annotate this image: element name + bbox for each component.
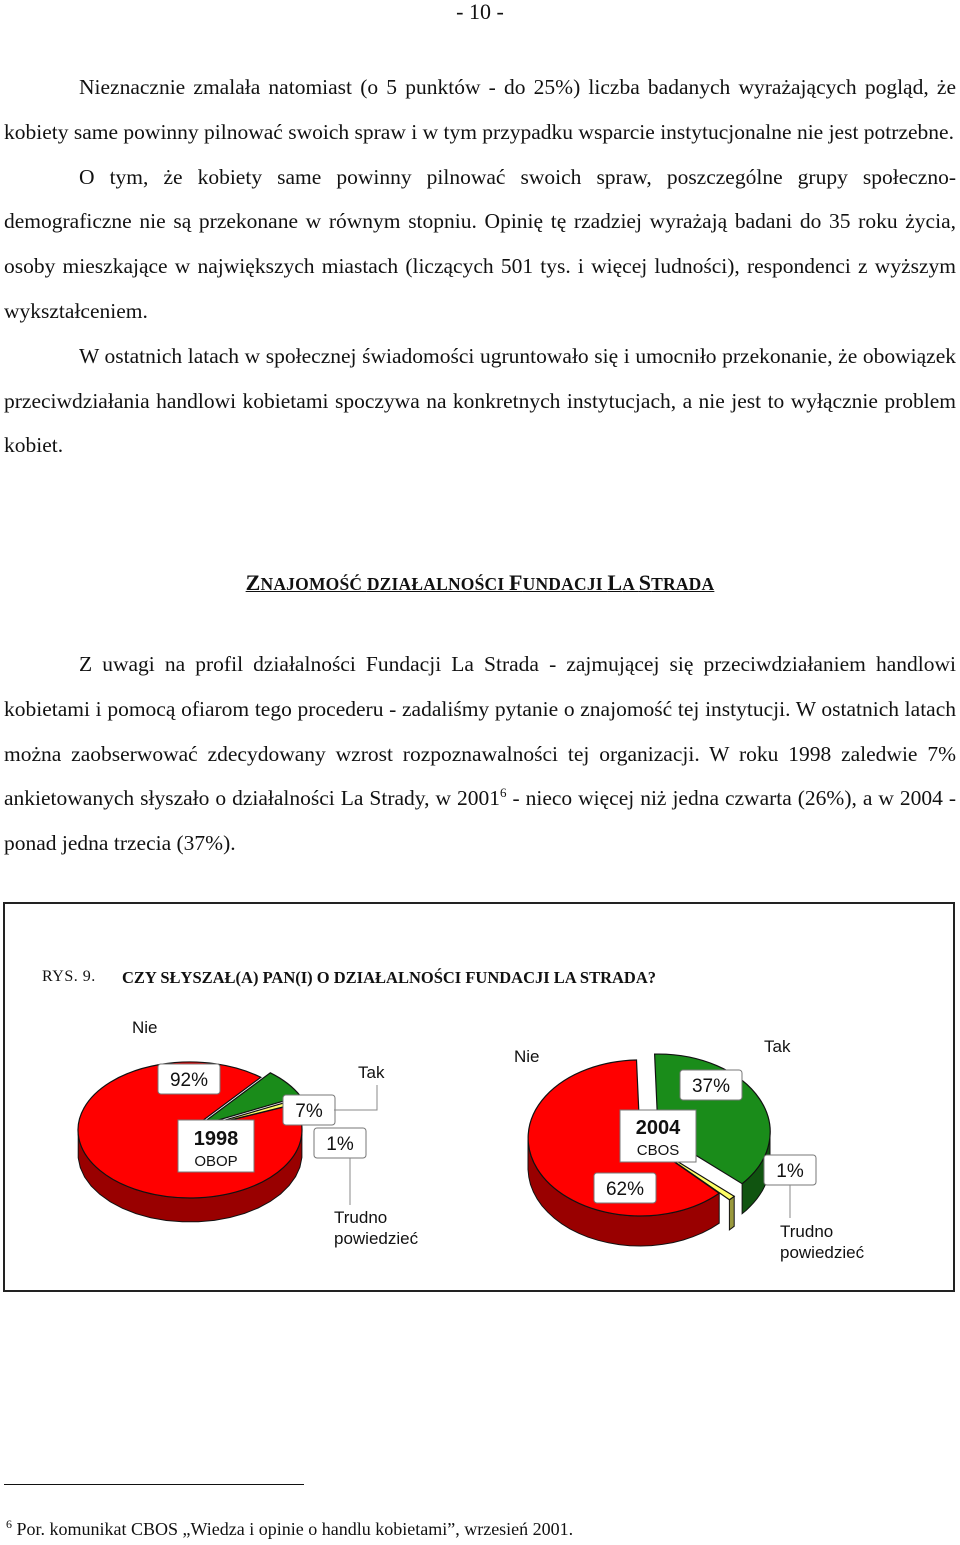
- pie-1998-value-tak: 7%: [295, 1101, 323, 1122]
- pie-1998-year: 1998: [193, 1128, 239, 1150]
- pie-2004-value-trudno: 1%: [776, 1161, 804, 1182]
- heading-part-1: ZNAJOMOŚĆ: [245, 570, 367, 595]
- pie-1998-leader-tak: [334, 1085, 377, 1110]
- pie-1998-label-nie: Nie: [132, 1018, 158, 1037]
- pie-2004-label-tak: Tak: [764, 1037, 791, 1056]
- pie-1998-label-trudno-line2: powiedzieć: [334, 1229, 419, 1248]
- heading-part-4: LA: [607, 570, 639, 595]
- paragraph-la-strada: Z uwagi na profil działalności Fundacji La Strada - zajmującej się przeciwdziałaniem handlowi kobietami i pomocą ofiarom tego procederu - zadaliśmy pytanie o znajomość tej instytucji. W ostatnich latach można zaobserwować zdecydowany wzrost rozpoznawalności tej organizacji. W roku 1998 zaledwie 7% ankietowanych słyszało o działalności La Strady, w 2001$^6$ - nieco więcej niż jedna czwarta (26%), a w 2004 - ponad jedna trzecia (37%).: [4, 652, 957, 856]
- page-number: - 10 -: [456, 0, 504, 24]
- heading-part-3: FUNDACJI: [508, 570, 608, 595]
- heading-part-5: STRADA: [638, 570, 715, 595]
- footnote-rule: [4, 1484, 304, 1485]
- pie-1998-label-tak: Tak: [358, 1063, 385, 1082]
- pie-2004-year: 2004: [635, 1117, 681, 1139]
- pie-2004-label-trudno-line2: powiedzieć: [780, 1243, 865, 1262]
- footnote: $^6$ Por. komunikat CBOS „Wiedza i opinie o handlu kobietami”, wrzesień 2001.: [6, 1517, 574, 1539]
- pie-1998-label-trudno-line1: Trudno: [334, 1208, 388, 1227]
- figure-label: RYS. 9.: [42, 968, 96, 985]
- pie-2004-wall-2: [729, 1196, 734, 1230]
- pie-2004-value-tak: 37%: [691, 1076, 731, 1097]
- pie-1998-source: OBOP: [194, 1153, 238, 1170]
- pie-2004-value-nie: 62%: [605, 1179, 645, 1200]
- paragraph-1: Nieznacznie zmalała natomiast (o 5 punktów - do 25%) liczba badanych wyrażających pogląd, że kobiety same powinny pilnować swoich spraw i w tym przypadku wsparcie instytucjonalne nie jest potrzebne.: [4, 75, 956, 144]
- pie-2004-label-nie: Nie: [514, 1047, 540, 1066]
- pie-2004-source: CBOS: [636, 1142, 680, 1159]
- footnote-ref: 6: [499, 785, 507, 801]
- pie-1998-value-trudno: 1%: [326, 1134, 354, 1155]
- heading-part-2: DZIAŁALNOŚCI: [366, 574, 509, 594]
- pie-2004-label-trudno-line1: Trudno: [780, 1222, 834, 1241]
- paragraph-3: W ostatnich latach w społecznej świadomości ugruntowało się i umocniło przekonanie, że obowiązek przeciwdziałania handlowi kobietami spoczywa na konkretnych instytucjach, a nie jest to wyłącznie problem kobiet.: [4, 343, 956, 458]
- figure-title: CZY SŁYSZAŁ(A) PAN(I) O DZIAŁALNOŚCI FUNDACJI LA STRADA?: [122, 968, 657, 987]
- pie-1998-value-nie: 92%: [169, 1070, 209, 1091]
- paragraph-2: O tym, że kobiety same powinny pilnować swoich spraw, poszczególne grupy społeczno-demograficzne nie są przekonane w równym stopniu. Opinię tę rzadziej wyrażają badani do 35 roku życia, osoby mieszkające w największych miastach (liczących 501 tys. i więcej ludności), respondenci z wyższym wykształceniem.: [4, 164, 956, 323]
